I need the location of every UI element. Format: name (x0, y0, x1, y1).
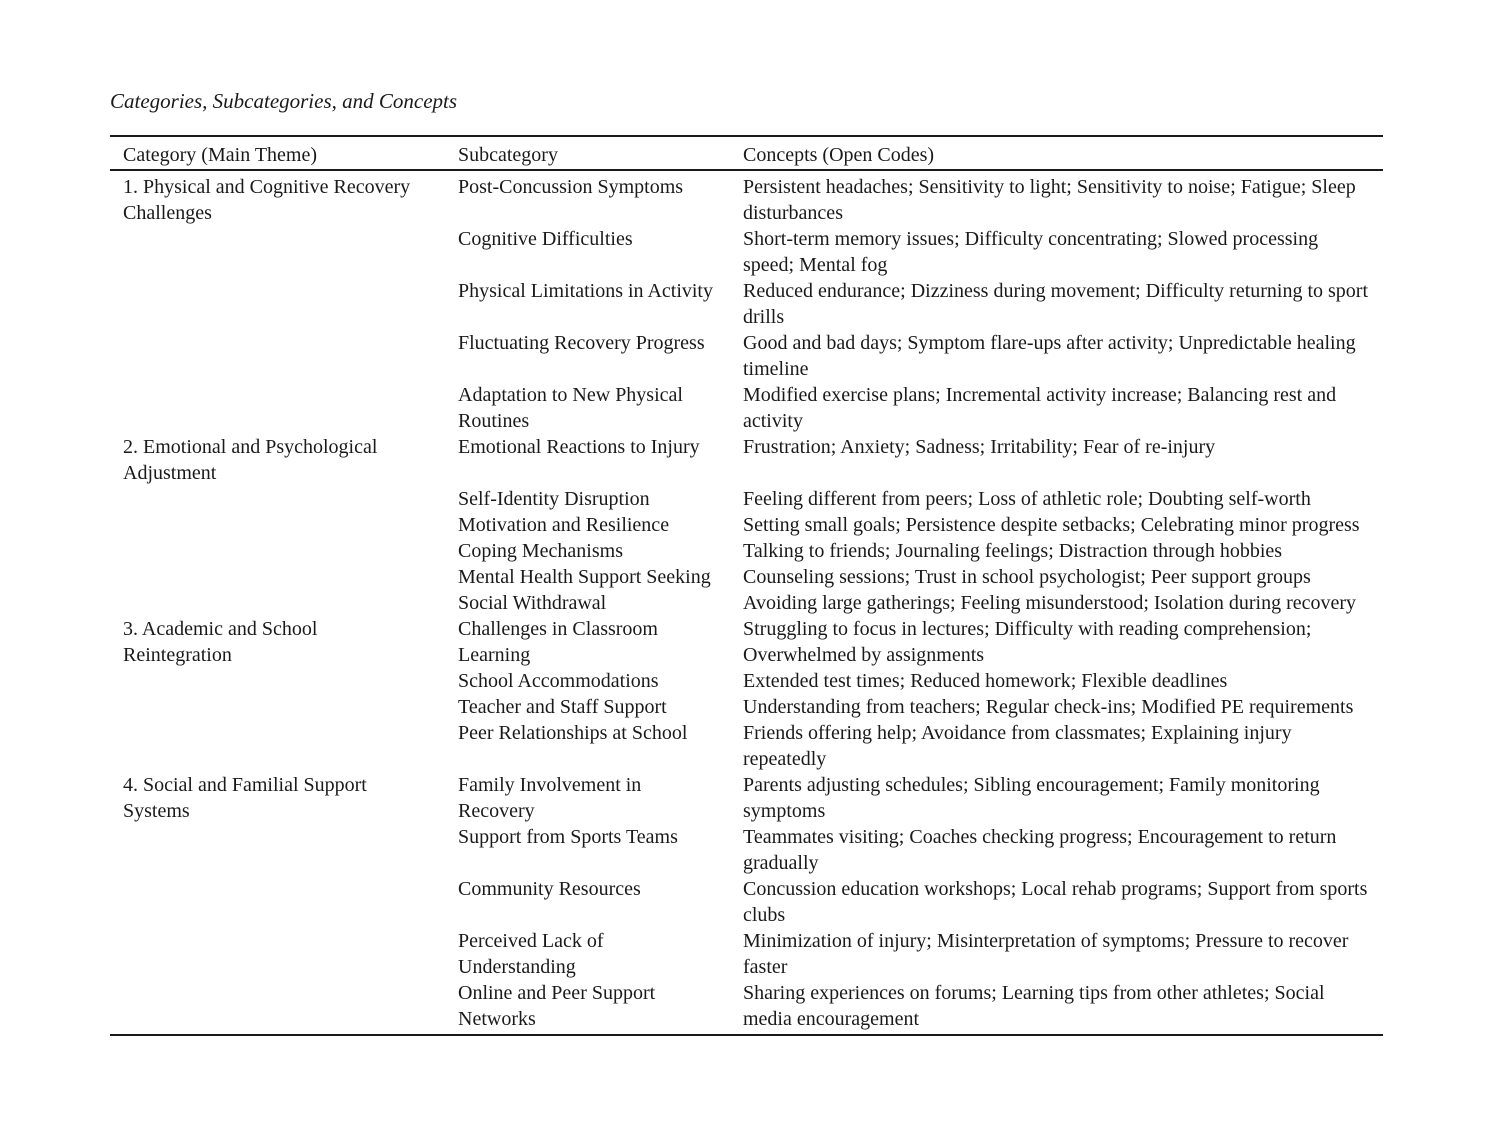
subcategory-cell: Self-Identity Disruption (458, 488, 650, 510)
subcategory-cell: Motivation and Resilience (458, 514, 670, 536)
concepts-cell: Concussion education workshops; Local rehab programs; Support from sports clubs (743, 878, 1368, 926)
subcategory-cell: Support from Sports Teams (458, 826, 678, 848)
concepts-cell: Struggling to focus in lectures; Difficulty with reading comprehension; Overwhelmed by assignments (743, 618, 1312, 666)
concepts-cell: Feeling different from peers; Loss of athletic role; Doubting self-worth (743, 488, 1311, 510)
subcategory-cell: Social Withdrawal (458, 592, 607, 614)
concepts-cell: Setting small goals; Persistence despite setbacks; Celebrating minor progress (743, 514, 1360, 536)
concepts-cell: Short-term memory issues; Difficulty concentrating; Slowed processing speed; Mental fog (743, 228, 1319, 276)
concepts-cell: Friends offering help; Avoidance from classmates; Explaining injury repeatedly (743, 722, 1292, 770)
subcategory-cell: Community Resources (458, 878, 641, 900)
table-row (110, 278, 1383, 330)
table-row (110, 590, 1383, 616)
table-row (110, 226, 1383, 278)
table-row (110, 876, 1383, 928)
subcategory-cell: Physical Limitations in Activity (458, 280, 713, 302)
category-cell: 4. Social and Familial Support Systems (123, 774, 367, 822)
table-row (110, 434, 1383, 486)
concepts-cell: Minimization of injury; Misinterpretation of symptoms; Pressure to recover faster (743, 930, 1349, 978)
table-row (110, 824, 1383, 876)
table-row (110, 486, 1383, 512)
table-row (110, 668, 1383, 694)
table-row (110, 772, 1383, 824)
concepts-cell: Reduced endurance; Dizziness during movement; Difficulty returning to sport drills (743, 280, 1369, 328)
column-header-subcategory: Subcategory (458, 144, 558, 166)
table-header-row (110, 137, 1383, 171)
subcategory-cell: Cognitive Difficulties (458, 228, 633, 250)
concepts-cell: Sharing experiences on forums; Learning tips from other athletes; Social media encouragement (743, 982, 1325, 1030)
table-row (110, 694, 1383, 720)
subcategory-cell: Family Involvement in Recovery (458, 774, 642, 822)
table-row (110, 512, 1383, 538)
table-row (110, 174, 1383, 226)
table-row (110, 720, 1383, 772)
subcategory-cell: Coping Mechanisms (458, 540, 623, 562)
concepts-cell: Parents adjusting schedules; Sibling encouragement; Family monitoring symptoms (743, 774, 1320, 822)
table-row (110, 564, 1383, 590)
subcategory-cell: School Accommodations (458, 670, 659, 692)
subcategory-cell: Online and Peer Support Networks (458, 982, 656, 1030)
concepts-cell: Extended test times; Reduced homework; Flexible deadlines (743, 670, 1228, 692)
concepts-cell: Persistent headaches; Sensitivity to light; Sensitivity to noise; Fatigue; Sleep disturbances (743, 176, 1356, 224)
concepts-cell: Avoiding large gatherings; Feeling misunderstood; Isolation during recovery (743, 592, 1357, 614)
table-row (110, 330, 1383, 382)
concepts-cell: Good and bad days; Symptom flare-ups after activity; Unpredictable healing timeline (743, 332, 1356, 380)
subcategory-cell: Teacher and Staff Support (458, 696, 667, 718)
category-cell: 1. Physical and Cognitive Recovery Challenges (123, 176, 411, 224)
category-cell: 3. Academic and School Reintegration (123, 618, 318, 666)
concepts-cell: Modified exercise plans; Incremental activity increase; Balancing rest and activity (743, 384, 1337, 432)
subcategory-cell: Challenges in Classroom Learning (458, 618, 658, 666)
concepts-cell: Understanding from teachers; Regular check-ins; Modified PE requirements (743, 696, 1354, 718)
subcategory-cell: Adaptation to New Physical Routines (458, 384, 683, 432)
column-header-concepts: Concepts (Open Codes) (743, 144, 935, 166)
subcategory-cell: Post-Concussion Symptoms (458, 176, 684, 198)
table-body (110, 171, 1383, 1034)
table-row (110, 616, 1383, 668)
concepts-cell: Frustration; Anxiety; Sadness; Irritability; Fear of re-injury (743, 436, 1216, 458)
table-row (110, 928, 1383, 980)
subcategory-cell: Perceived Lack of Understanding (458, 930, 604, 978)
category-cell: 2. Emotional and Psychological Adjustment (123, 436, 378, 484)
table-row (110, 538, 1383, 564)
concepts-cell: Teammates visiting; Coaches checking progress; Encouragement to return gradually (743, 826, 1337, 874)
subcategory-cell: Fluctuating Recovery Progress (458, 332, 705, 354)
subcategory-cell: Emotional Reactions to Injury (458, 436, 700, 458)
categories-table (110, 135, 1383, 1036)
subcategory-cell: Mental Health Support Seeking (458, 566, 711, 588)
table-row (110, 980, 1383, 1032)
subcategory-cell: Peer Relationships at School (458, 722, 688, 744)
table-row (110, 382, 1383, 434)
concepts-cell: Counseling sessions; Trust in school psychologist; Peer support groups (743, 566, 1311, 588)
table-title: Categories, Subcategories, and Concepts (110, 89, 458, 113)
concepts-cell: Talking to friends; Journaling feelings; Distraction through hobbies (743, 540, 1283, 562)
column-header-category: Category (Main Theme) (123, 144, 318, 166)
